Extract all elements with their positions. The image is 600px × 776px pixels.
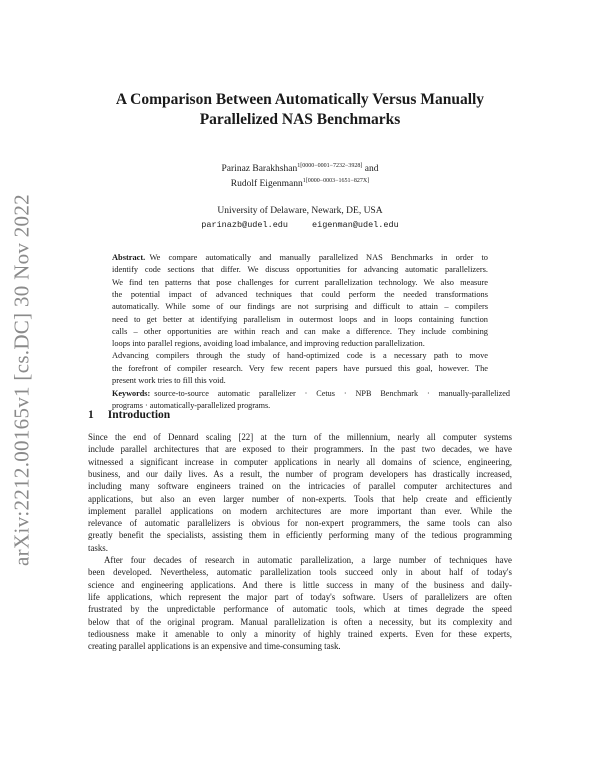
section-title: Introduction xyxy=(107,409,171,421)
body-line xyxy=(88,481,512,492)
keywords-line xyxy=(112,400,510,411)
abstract-line xyxy=(112,326,488,337)
line-text: tasks. xyxy=(88,542,108,553)
line-text: creating parallel applications is an expensive and time-consuming task. xyxy=(88,641,341,652)
line-text: identify code sections that differ. We discuss opportunities for advancing automatic parallelizers. xyxy=(112,265,488,275)
author-1 xyxy=(0,164,600,175)
body-line xyxy=(88,604,512,615)
line-text: relevance of automatic parallelizers is obvious for non-expert programmers, the same tools can also xyxy=(88,518,512,529)
line-text: loops into parallel regions, avoiding load imbalance, and improving reduction parallelization. xyxy=(112,339,425,349)
body-line xyxy=(88,457,512,468)
email-link[interactable]: eigenman@udel.edu xyxy=(312,220,399,230)
body-line xyxy=(88,530,512,541)
line-text: science and engineering applications. And there is little success in many of the business and daily- xyxy=(88,579,512,590)
author-name: Rudolf Eigenmann xyxy=(230,179,303,189)
abstract-line xyxy=(112,289,488,300)
line-text: applications, but also an even larger number of non-experts. Tools that help create and efficiently xyxy=(88,493,512,504)
paper-title-line-1: A Comparison Between Automatically Versus Manually xyxy=(115,91,485,108)
body-line xyxy=(88,506,512,517)
body-line xyxy=(88,518,512,529)
abstract-line xyxy=(112,338,488,349)
line-text: including many software engineers trained on the intricacies of parallel computer architectures and xyxy=(88,481,512,492)
line-text: below that of the original program. Manual parallelization is often a necessity, but its complexity and xyxy=(88,616,512,627)
body-line xyxy=(88,444,512,455)
line-text: been developed. Nevertheless, automatic parallelization tools succeed only in about half of today's xyxy=(88,567,512,578)
line-text: automatically. While some of our findings are not surprising and difficult to attain – compilers xyxy=(112,302,488,312)
body-line xyxy=(88,555,512,566)
abstract-line xyxy=(112,301,488,312)
body-line xyxy=(88,629,512,640)
line-text: the potential impact of advanced techniques that could perform the needed transformations xyxy=(112,289,488,299)
author-name: Parinaz Barakhshan xyxy=(221,164,298,174)
keywords-line xyxy=(112,388,510,399)
line-text: need to get better at identifying parallelism in outermost loops and in loops containing function xyxy=(112,314,488,324)
abstract-line xyxy=(112,252,488,263)
line-text: source-to-source automatic parallelizer · Cetus · NPB Benchmark · manually-parallelized xyxy=(154,389,510,398)
author-2 xyxy=(0,179,600,190)
abstract-line xyxy=(112,375,488,386)
line-text: After four decades of research in automatic parallelization, a large number of techniques have xyxy=(104,555,512,565)
section-number: 1 xyxy=(88,409,94,421)
author-conjunction: and xyxy=(362,164,379,174)
label: Abstract. xyxy=(112,253,146,262)
line-text: business, and our daily lives. As a result, the number of program developers has drastically increased, xyxy=(88,468,512,479)
line-text: programs · automatically-parallelized programs. xyxy=(112,401,271,411)
author-orcid: 1[0000−0001−7232−3928] xyxy=(297,163,363,169)
body-line xyxy=(88,617,512,628)
abstract-line xyxy=(112,277,488,288)
line-text: implement parallel applications on modern architectures are more important than ever. While the xyxy=(88,505,512,516)
emails xyxy=(0,220,600,230)
body-line xyxy=(88,494,512,505)
paper-title-line-2: Parallelized NAS Benchmarks xyxy=(199,111,401,128)
email-link[interactable]: parinazb@udel.edu xyxy=(201,220,288,230)
line-text: present work tries to fill this void. xyxy=(112,376,226,385)
abstract-line xyxy=(112,264,488,275)
line-text: life applications, which represent the major part of today's software. Users of parallelizers are often xyxy=(88,591,512,602)
abstract-line xyxy=(112,314,488,325)
body-line xyxy=(88,432,512,443)
abstract-line xyxy=(112,350,488,361)
line-text: Advancing compilers through the study of hand-optimized code is a necessary path to move xyxy=(112,351,488,361)
line-text: include parallel architectures that are exposed to their programmers. In the past two decades, we have xyxy=(88,444,512,455)
body-line xyxy=(88,567,512,578)
affiliation: University of Delaware, Newark, DE, USA xyxy=(217,206,383,216)
author-orcid: 1[0000−0003−1651−827X] xyxy=(302,178,370,184)
body-line xyxy=(88,592,512,603)
line-text: witnessed a significant increase in computer applications in nearly all domains of science, engineering, xyxy=(88,456,512,467)
abstract-line xyxy=(112,363,488,374)
line-text: greatly benefit the specialists, assisting them in efficiently performing many of the tedious programming xyxy=(88,530,512,541)
arxiv-identifier: arXiv:2212.00165v1 [cs.DC] 30 Nov 2022 xyxy=(9,194,34,566)
line-text: calls – other opportunities are within reach and can make a difference. They include combining xyxy=(112,326,488,336)
body-line xyxy=(88,469,512,480)
line-text: We find ten patterns that pose challenges for current parallelization technology. We also measure xyxy=(112,277,488,287)
line-text: frustrated by the unpredictable performance of automatic tools, which at times degrade the speed xyxy=(88,604,512,615)
label: Keywords: xyxy=(112,389,151,398)
body-line xyxy=(88,641,512,652)
section-heading xyxy=(88,408,170,422)
line-text: Since the end of Dennard scaling [22] at the turn of the millennium, nearly all computer systems xyxy=(88,432,512,442)
line-text: We compare automatically and manually parallelized NAS Benchmarks in order to xyxy=(149,253,488,262)
body-line xyxy=(88,580,512,591)
line-text: tediousness make it amenable to only a minority of highly trained experts. Even for these experts, xyxy=(88,628,512,639)
line-text: the forefront of compiler research. Very few recent papers have pursued this goal, however. The xyxy=(112,363,488,373)
body-line xyxy=(88,543,512,554)
